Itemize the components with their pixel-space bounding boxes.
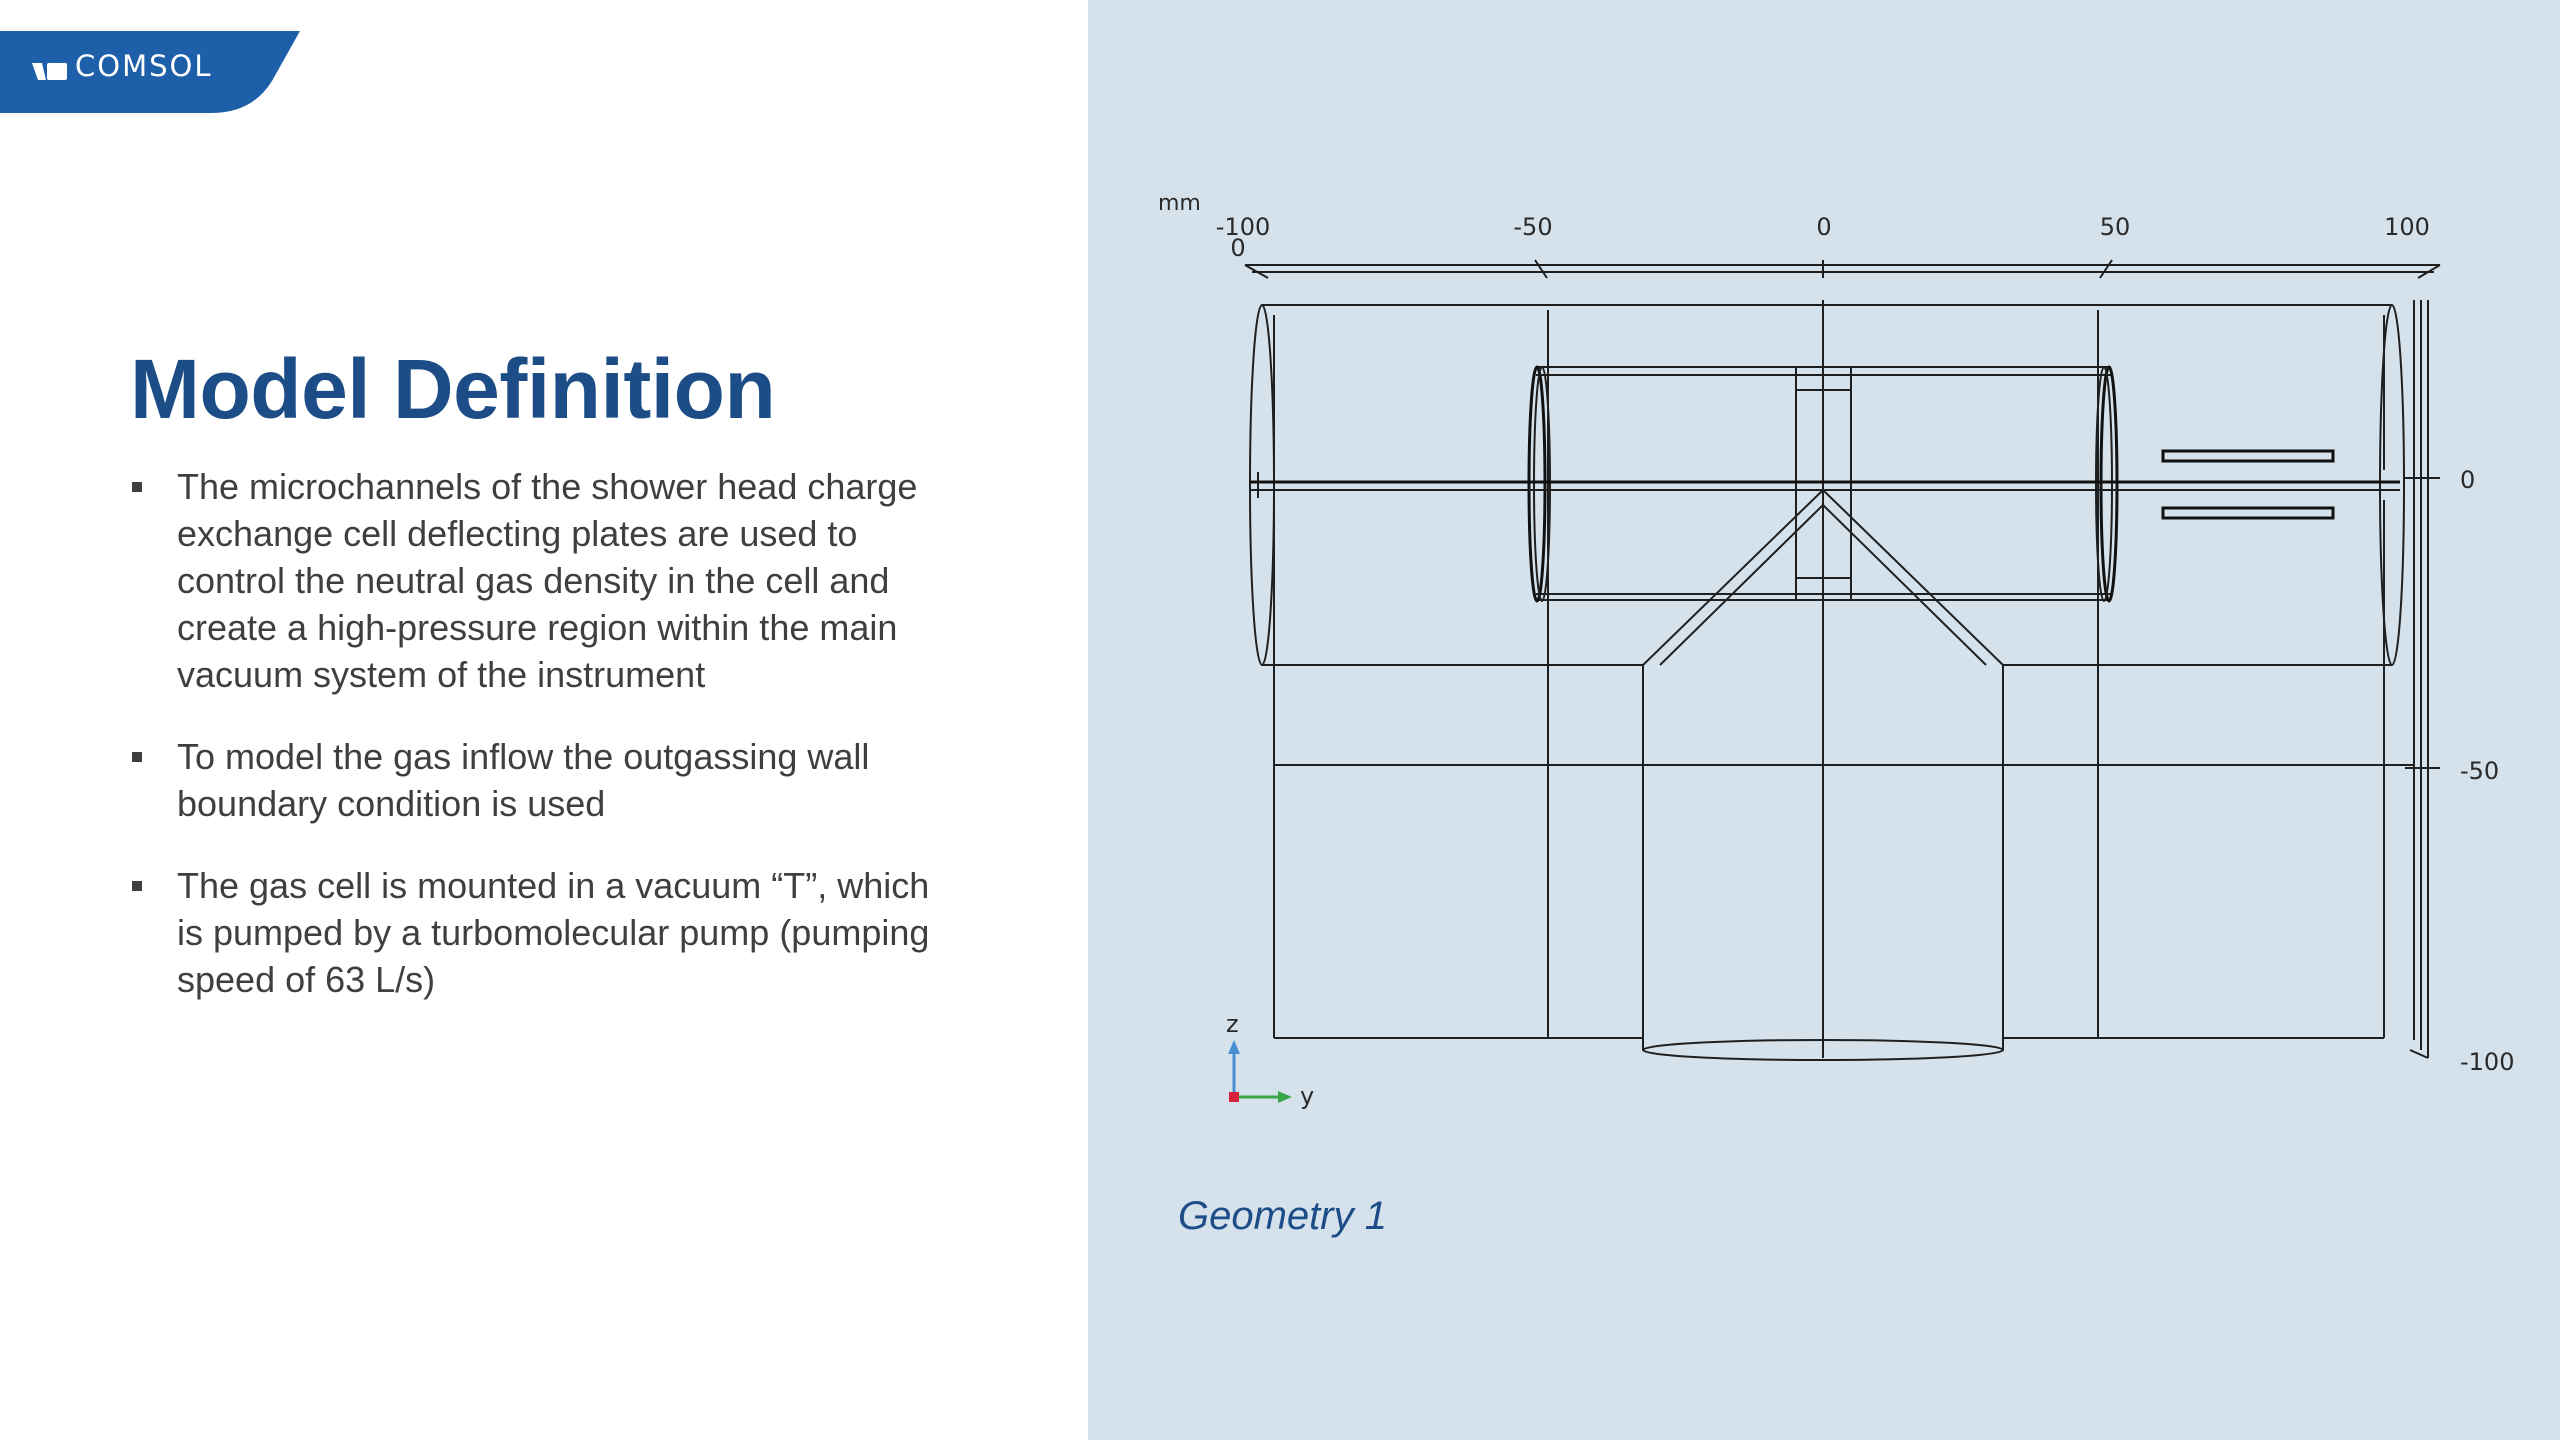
geometry-label: Geometry 1 [1178,1194,1387,1238]
top-axis-tick-label: -50 [1513,213,1553,241]
top-axis-tick-label: -100 [1215,213,1271,241]
triad-y-label: y [1300,1082,1315,1110]
top-axis-origin-label: 0 [1230,234,1246,262]
vacuum-tee-wireframe [1250,300,2414,1060]
bullet-text: The gas cell is mounted in a vacuum “T”, which is pumped by a turbomolecular pump (pumping speed of 63 L/s) [177,865,930,1000]
axis-triad [1226,1010,1314,1110]
bullet-text: The microchannels of the shower head charge exchange cell deflecting plates are used to control the neutral gas density in the cell and create a high-pressure region within the main vacuum system of the instrument [177,466,918,695]
brand-name: COMSOL [75,49,213,83]
right-axis [2405,300,2514,1076]
deflector-plates [2163,451,2333,518]
top-axis-tick-label: 0 [1816,213,1832,241]
right-axis-tick-label: 0 [2460,466,2476,494]
gas-cell-wireframe [1250,367,2400,601]
page-title: Model Definition [130,342,776,436]
right-axis-tick-label: -100 [2460,1048,2515,1076]
top-axis-tick-label: 100 [2384,213,2430,241]
top-axis [1158,191,2440,278]
bullet-text: To model the gas inflow the outgassing wall boundary condition is used [177,736,870,824]
top-axis-tick-label: 50 [2099,213,2131,241]
triad-z-label: z [1226,1010,1239,1038]
unit-label: mm [1158,191,1201,216]
right-axis-tick-label: -50 [2460,757,2500,785]
